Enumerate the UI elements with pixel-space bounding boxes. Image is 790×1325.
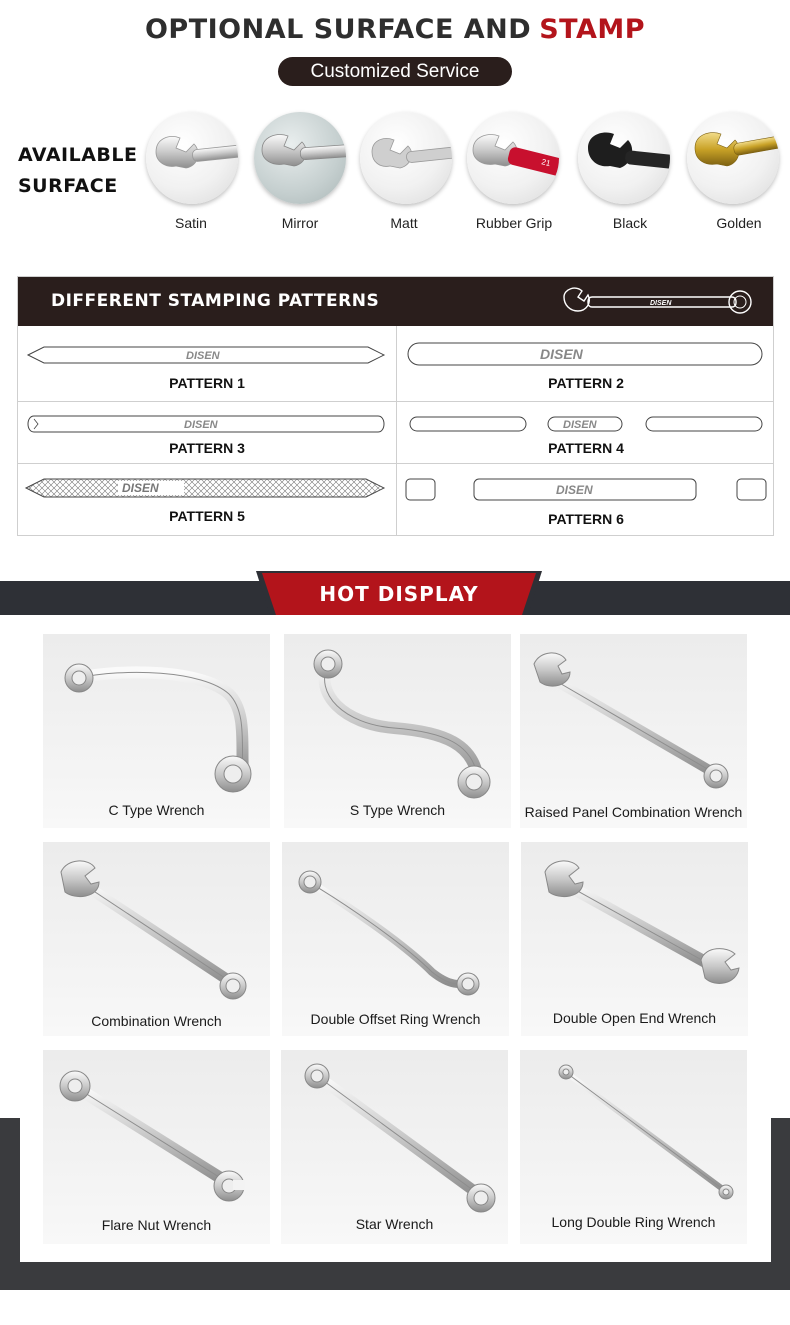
stamping-title: DIFFERENT STAMPING PATTERNS bbox=[51, 291, 380, 311]
matt-surface-swatch bbox=[360, 112, 452, 204]
hot-display-title: HOT DISPLAY bbox=[319, 582, 479, 606]
surface-label-black: Black bbox=[612, 215, 648, 231]
product-card[interactable] bbox=[43, 1050, 270, 1244]
pattern-1-brand: DISEN bbox=[186, 350, 220, 362]
pattern-5-brand: DISEN bbox=[122, 481, 159, 495]
golden-wrench-icon bbox=[687, 112, 779, 204]
golden-surface-swatch bbox=[687, 112, 779, 204]
product-card[interactable] bbox=[520, 634, 747, 828]
flare-nut-wrench-icon bbox=[43, 1050, 270, 1244]
black-surface-swatch bbox=[578, 112, 670, 204]
table-row-divider bbox=[18, 463, 773, 464]
double-offset-ring-wrench-icon bbox=[282, 842, 509, 1036]
product-card[interactable] bbox=[520, 1050, 747, 1244]
product-label: Double Offset Ring Wrench bbox=[310, 1011, 481, 1027]
surface-label-rubber-grip: Rubber Grip bbox=[475, 215, 553, 231]
matt-wrench-icon bbox=[360, 112, 452, 204]
pattern-4-label: PATTERN 4 bbox=[548, 440, 624, 456]
surface-label-mirror: Mirror bbox=[281, 215, 319, 231]
stamping-header-bar bbox=[18, 277, 773, 326]
product-card[interactable] bbox=[43, 842, 270, 1036]
product-label: Star Wrench bbox=[355, 1216, 434, 1232]
table-row-divider bbox=[18, 401, 773, 402]
page-title bbox=[0, 14, 790, 45]
product-card[interactable] bbox=[284, 634, 511, 828]
raised-panel-wrench-icon bbox=[520, 634, 747, 828]
page-title-main: OPTIONAL SURFACE AND bbox=[144, 14, 532, 45]
product-grid bbox=[20, 615, 771, 1262]
pattern-5-shape bbox=[24, 476, 386, 500]
s-type-wrench-icon bbox=[284, 634, 511, 828]
available-surface-line2: SURFACE bbox=[18, 175, 118, 197]
star-wrench-icon bbox=[281, 1050, 508, 1244]
wrench-brand-mark: DISEN bbox=[650, 300, 672, 307]
rubber-grip-surface-swatch bbox=[467, 112, 559, 204]
surface-label-satin: Satin bbox=[175, 215, 207, 231]
surface-label-golden: Golden bbox=[716, 215, 762, 231]
c-type-wrench-icon bbox=[43, 634, 270, 828]
product-label: Flare Nut Wrench bbox=[101, 1217, 212, 1233]
pattern-3-shape bbox=[24, 413, 388, 435]
available-surface-line1: AVAILABLE bbox=[18, 144, 138, 166]
surface-label-matt: Matt bbox=[390, 215, 418, 231]
combination-wrench-icon bbox=[43, 842, 270, 1036]
table-divider bbox=[396, 326, 397, 536]
rubber-grip-wrench-icon bbox=[467, 112, 559, 204]
product-label: Raised Panel Combination Wrench bbox=[524, 804, 743, 820]
product-label: S Type Wrench bbox=[349, 802, 446, 818]
pattern-6-shape bbox=[404, 477, 770, 503]
customized-service-badge: Customized Service bbox=[278, 57, 512, 86]
pattern-6-brand: DISEN bbox=[556, 483, 593, 497]
satin-wrench-icon bbox=[146, 112, 238, 204]
stamping-patterns-table bbox=[17, 276, 774, 536]
mirror-surface-swatch bbox=[254, 112, 346, 204]
pattern-6-label: PATTERN 6 bbox=[548, 511, 624, 527]
product-label: Combination Wrench bbox=[91, 1013, 222, 1029]
product-card[interactable] bbox=[43, 634, 270, 828]
product-label: C Type Wrench bbox=[108, 802, 205, 818]
pattern-3-label: PATTERN 3 bbox=[169, 440, 245, 456]
black-wrench-icon bbox=[578, 112, 670, 204]
page-title-accent: STAMP bbox=[539, 14, 646, 45]
pattern-3-brand: DISEN bbox=[184, 419, 218, 431]
double-open-end-wrench-icon bbox=[521, 842, 748, 1036]
pattern-4-brand: DISEN bbox=[563, 419, 597, 431]
pattern-1-shape bbox=[26, 344, 386, 366]
mirror-wrench-icon bbox=[254, 112, 346, 204]
product-label: Double Open End Wrench bbox=[552, 1010, 717, 1026]
pattern-2-shape bbox=[406, 340, 766, 368]
pattern-2-label: PATTERN 2 bbox=[548, 375, 624, 391]
satin-surface-swatch bbox=[146, 112, 238, 204]
pattern-2-brand: DISEN bbox=[540, 346, 583, 362]
available-surface-heading bbox=[18, 140, 137, 202]
product-label: Long Double Ring Wrench bbox=[551, 1214, 716, 1230]
product-card[interactable] bbox=[281, 1050, 508, 1244]
product-card[interactable] bbox=[282, 842, 509, 1036]
pattern-5-label: PATTERN 5 bbox=[169, 508, 245, 524]
product-card[interactable] bbox=[521, 842, 748, 1036]
combination-wrench-icon bbox=[558, 283, 758, 321]
pattern-1-label: PATTERN 1 bbox=[169, 375, 245, 391]
svg-text:21: 21 bbox=[540, 157, 552, 169]
pattern-4-shape bbox=[408, 414, 768, 434]
